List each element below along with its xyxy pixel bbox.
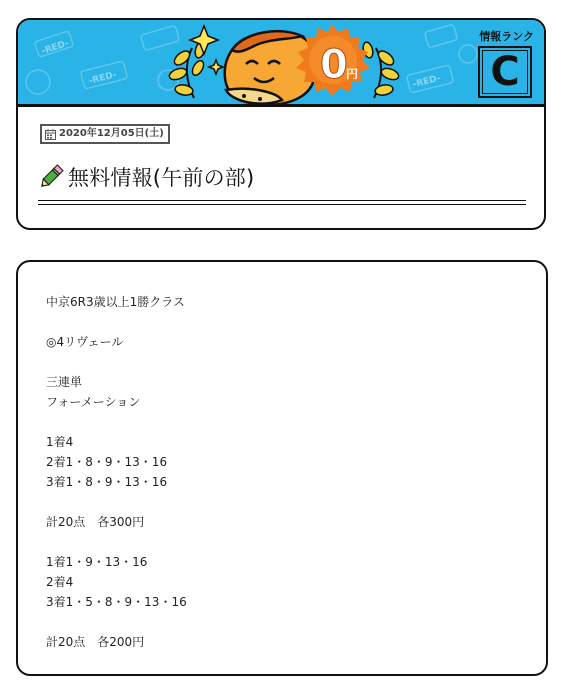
- content-card: [16, 260, 548, 676]
- title-underline: [38, 200, 526, 205]
- free-info-banner: [18, 20, 544, 107]
- content-line: 2着1・8・9・13・16: [46, 455, 168, 469]
- blank-line: [46, 352, 187, 372]
- content-line: 中京6R3歳以上1勝クラス: [46, 295, 185, 309]
- watermark-text: -RED-: [411, 73, 442, 91]
- content-line: 1着4: [46, 435, 74, 449]
- blank-line: [46, 412, 187, 432]
- content-line: 1着1・9・13・16: [46, 555, 148, 569]
- laurel-left-icon: [168, 41, 207, 98]
- rank-label: 情報ランク: [479, 30, 534, 43]
- calendar-icon: [45, 129, 56, 140]
- page-title: 無料情報(午前の部): [68, 166, 255, 190]
- content-line: 三連単: [46, 375, 83, 389]
- content-line: フォーメーション: [46, 395, 141, 409]
- laurel-right-icon: [362, 41, 401, 98]
- content-line: 2着4: [46, 575, 74, 589]
- price-unit: 円: [346, 67, 359, 81]
- content-line: 3着1・5・8・9・13・16: [46, 595, 187, 609]
- banner-illustration: [18, 20, 544, 104]
- watermark-text: -RED-: [87, 70, 118, 87]
- content-line: 計20点 各300円: [46, 515, 145, 529]
- blank-line: [46, 312, 187, 332]
- watermark-text: -RED-: [40, 38, 71, 57]
- header-card: [16, 18, 546, 230]
- content-line: 計20点 各200円: [46, 635, 145, 649]
- title-row: [38, 162, 254, 192]
- blank-line: [46, 492, 187, 512]
- content-line: 3着1・8・9・13・16: [46, 475, 168, 489]
- post-date: 2020年12月05日(土): [59, 128, 164, 139]
- rank-badge: C: [478, 46, 532, 98]
- blank-line: [46, 532, 187, 552]
- pencil-icon: [38, 164, 64, 190]
- content-line: ◎4リヴェール: [46, 335, 124, 349]
- date-badge: [40, 124, 170, 144]
- betting-info-text: [46, 292, 187, 652]
- blank-line: [46, 612, 187, 632]
- price-value: 0: [320, 42, 348, 88]
